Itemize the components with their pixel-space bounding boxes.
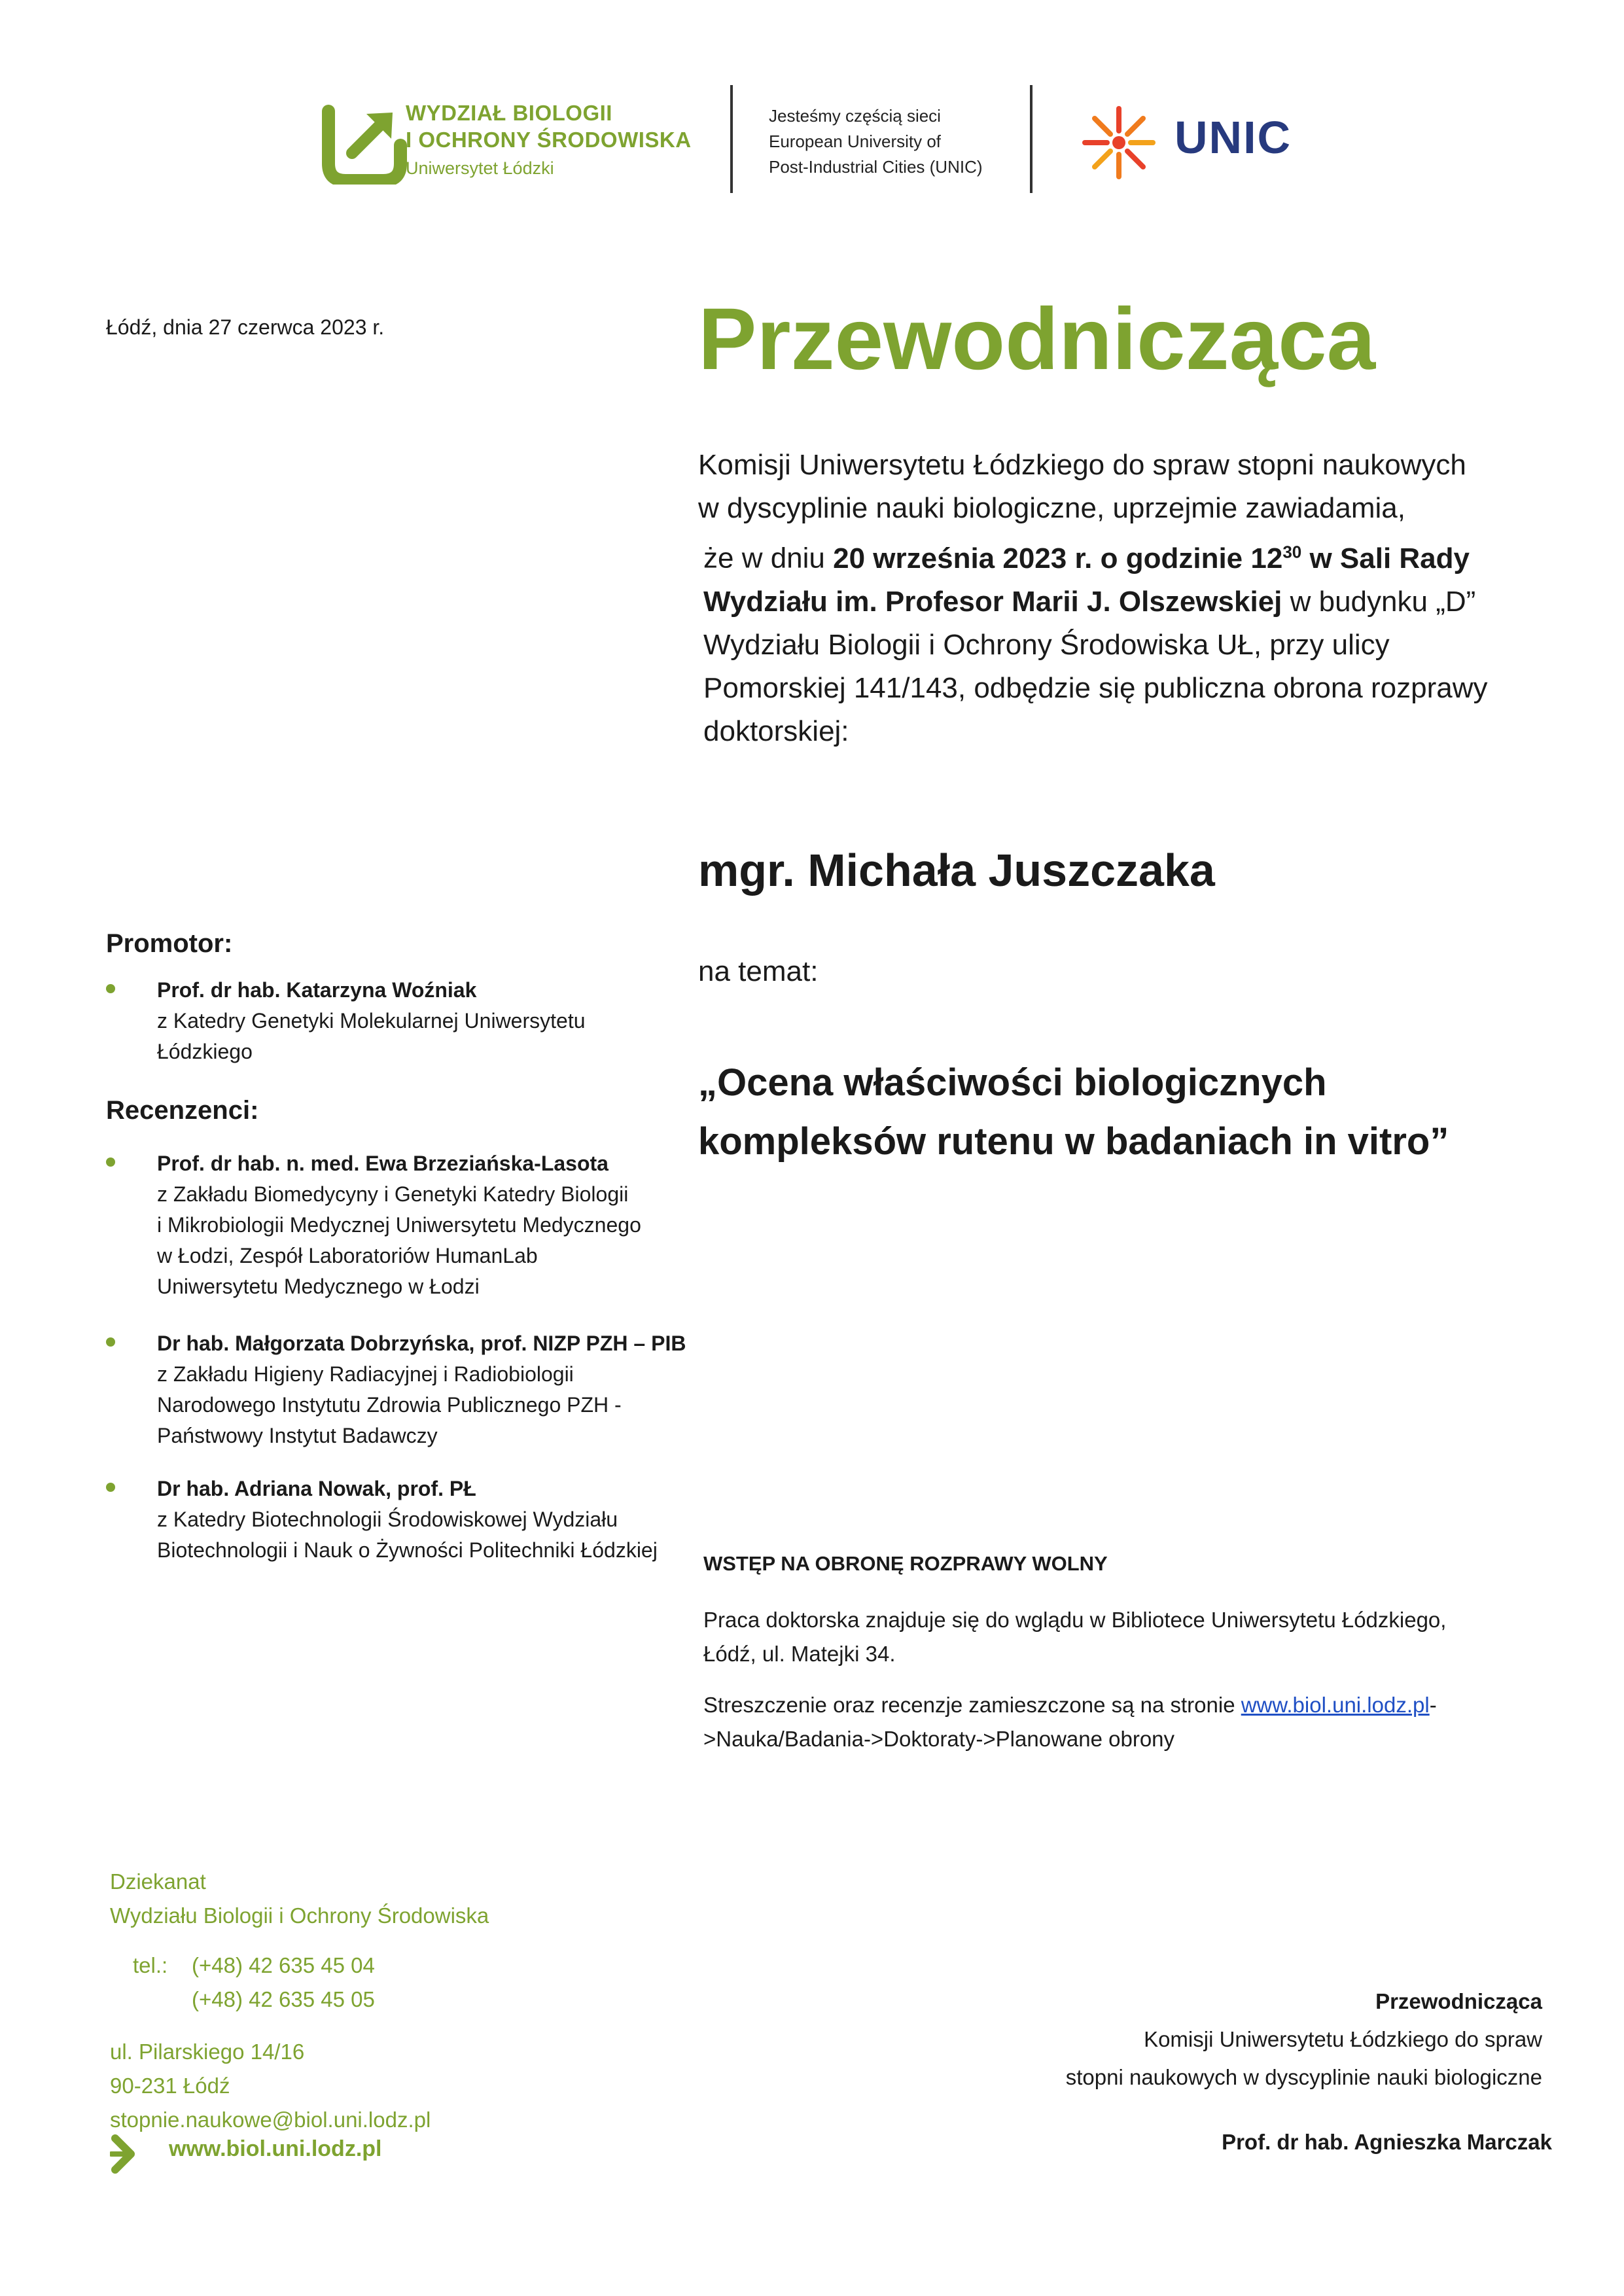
reviewer-affiliation: w Łodzi, Zespół Laboratoriów HumanLab [157, 1244, 538, 1267]
thesis-title-line2: kompleksów rutenu w badaniach in vitro” [698, 1120, 1449, 1163]
note-line: >Nauka/Badania->Doktoraty->Planowane obrony [703, 1727, 1175, 1751]
thesis-title-line1: „Ocena właściwości biologicznych [698, 1061, 1327, 1104]
unic-logo-label: UNIC [1174, 112, 1292, 163]
footer-email[interactable]: stopnie.naukowe@biol.uni.lodz.pl [110, 2108, 431, 2132]
unic-membership-text [769, 103, 983, 180]
note-line: Łódź, ul. Matejki 34. [703, 1642, 896, 1666]
topic-label: na temat: [698, 955, 819, 987]
thesis-title [698, 1053, 1549, 1171]
faculty-logo [406, 99, 692, 179]
faculty-logo-line1: WYDZIAŁ BIOLOGII [406, 101, 612, 125]
faculty-logo-line3: Uniwersytet Łódzki [406, 158, 554, 178]
reviewer-affiliation: z Zakładu Higieny Radiacyjnej i Radiobiologii [157, 1362, 574, 1386]
header-divider-1 [730, 85, 733, 193]
bullet-icon [106, 1157, 115, 1167]
reviewer-affiliation: Uniwersytetu Medycznego w Łodzi [157, 1275, 480, 1298]
promotor-entry [106, 975, 708, 1067]
note-text: - [1429, 1693, 1437, 1717]
reviewer-affiliation: z Katedry Biotechnologii Środowiskowej Wydziału [157, 1508, 618, 1531]
footer-phones [192, 1949, 375, 2017]
reviews-note [703, 1688, 1502, 1756]
promotor-affiliation: Łódzkiego [157, 1040, 253, 1063]
access-heading: WSTĘP NA OBRONĘ ROZPRAWY WOLNY [703, 1552, 1108, 1575]
reviewer-entry [106, 1474, 760, 1566]
thesis-availability-note [703, 1603, 1502, 1671]
bullet-icon [106, 1483, 115, 1492]
intro-line: w dyscyplinie nauki biologiczne, uprzejmie zawiadamia, [698, 492, 1405, 524]
defense-room: w Sali Rady [1301, 542, 1470, 574]
faculty-logo-line2: I OCHRONY ŚRODOWISKA [406, 128, 692, 152]
footer-website-link[interactable]: www.biol.uni.lodz.pl [169, 2136, 382, 2161]
note-line: Praca doktorska znajduje się do wglądu w Bibliotece Uniwersytetu Łódzkiego, [703, 1608, 1447, 1632]
bullet-icon [106, 984, 115, 993]
announcement-intro [698, 444, 1542, 753]
reviewer-affiliation: Biotechnologii i Nauk o Żywności Politechniki Łódzkiej [157, 1538, 658, 1562]
signature-line: Komisji Uniwersytetu Łódzkiego do spraw [1144, 2027, 1542, 2051]
promotor-heading: Promotor: [106, 929, 233, 958]
defense-room-name: Wydziału im. Profesor Marii J. Olszewskiej [703, 585, 1282, 618]
arrow-right-icon [110, 2134, 143, 2174]
footer-phone: (+48) 42 635 45 05 [192, 1987, 375, 2011]
defense-datetime [833, 542, 1470, 574]
reviewer-affiliation: z Zakładu Biomedycyny i Genetyki Katedry Biologii [157, 1182, 629, 1206]
footer-address-line: ul. Pilarskiego 14/16 [110, 2040, 305, 2064]
reviewer-entry [106, 1148, 708, 1302]
footer-phone: (+48) 42 635 45 04 [192, 1953, 375, 1977]
reviewer-entry [106, 1328, 708, 1451]
reviewer-name: Dr hab. Adriana Nowak, prof. PŁ [157, 1477, 476, 1500]
note-text: Streszczenie oraz recenzje zamieszczone są na stronie [703, 1693, 1241, 1717]
intro-line [703, 580, 1542, 624]
promotor-affiliation: z Katedry Genetyki Molekularnej Uniwersytetu [157, 1009, 586, 1033]
reviewer-affiliation: Państwowy Instytut Badawczy [157, 1424, 438, 1447]
note-line [703, 1688, 1502, 1722]
intro-text: że w dniu [703, 542, 834, 574]
footer-address [110, 2035, 431, 2137]
footer-address-line: 90-231 Łódź [110, 2074, 230, 2098]
reviewer-affiliation: Narodowego Instytutu Zdrowia Publicznego PZH - [157, 1393, 622, 1417]
unic-text-line3: Post-Industrial Cities (UNIC) [769, 157, 983, 177]
defense-date-time: 20 września 2023 r. o godzinie 12 [833, 542, 1283, 574]
unic-star-icon [1080, 103, 1158, 182]
dean-office [110, 1865, 489, 1933]
signature-title: Przewodnicząca [1375, 1989, 1542, 2013]
bullet-icon [106, 1337, 115, 1347]
intro-line: Wydziału Biologii i Ochrony Środowiska UŁ, przy ulicy [703, 628, 1390, 661]
intro-line [703, 530, 1542, 580]
reviewer-affiliation: i Mikrobiologii Medycznej Uniwersytetu Medycznego [157, 1213, 641, 1237]
footer-office: Dziekanat [110, 1869, 206, 1894]
promotor-name: Prof. dr hab. Katarzyna Woźniak [157, 978, 477, 1002]
page-title: Przewodnicząca [698, 291, 1376, 388]
footer-office: Wydziału Biologii i Ochrony Środowiska [110, 1903, 489, 1928]
header-divider-2 [1030, 85, 1033, 193]
footer-phone-label: tel.: [133, 1953, 168, 1977]
unic-text-line1: Jesteśmy częścią sieci [769, 106, 941, 126]
unic-text-line2: European University of [769, 132, 942, 151]
signature-line: stopni naukowych w dyscyplinie nauki biologiczne [1065, 2065, 1542, 2089]
candidate-name: mgr. Michała Juszczaka [698, 845, 1215, 896]
signature-name: Prof. dr hab. Agnieszka Marczak [1222, 2130, 1552, 2154]
document-date: Łódź, dnia 27 czerwca 2023 r. [106, 315, 385, 339]
intro-line: Komisji Uniwersytetu Łódzkiego do spraw stopni naukowych [698, 449, 1466, 481]
reviewer-name: Prof. dr hab. n. med. Ewa Brzeziańska-Lasota [157, 1152, 609, 1175]
intro-line: doktorskiej: [703, 715, 849, 747]
intro-line: Pomorskiej 141/143, odbędzie się publiczna obrona rozprawy [703, 671, 1488, 704]
faculty-website-link[interactable]: www.biol.uni.lodz.pl [1241, 1693, 1430, 1717]
signature-committee [1066, 2021, 1542, 2096]
faculty-logo-icon [321, 99, 419, 185]
reviewers-heading: Recenzenci: [106, 1096, 259, 1125]
defense-time-minutes: 30 [1282, 542, 1302, 561]
reviewer-name: Dr hab. Małgorzata Dobrzyńska, prof. NIZP PZH – PIB [157, 1332, 686, 1355]
intro-text: w budynku „D” [1282, 585, 1476, 618]
